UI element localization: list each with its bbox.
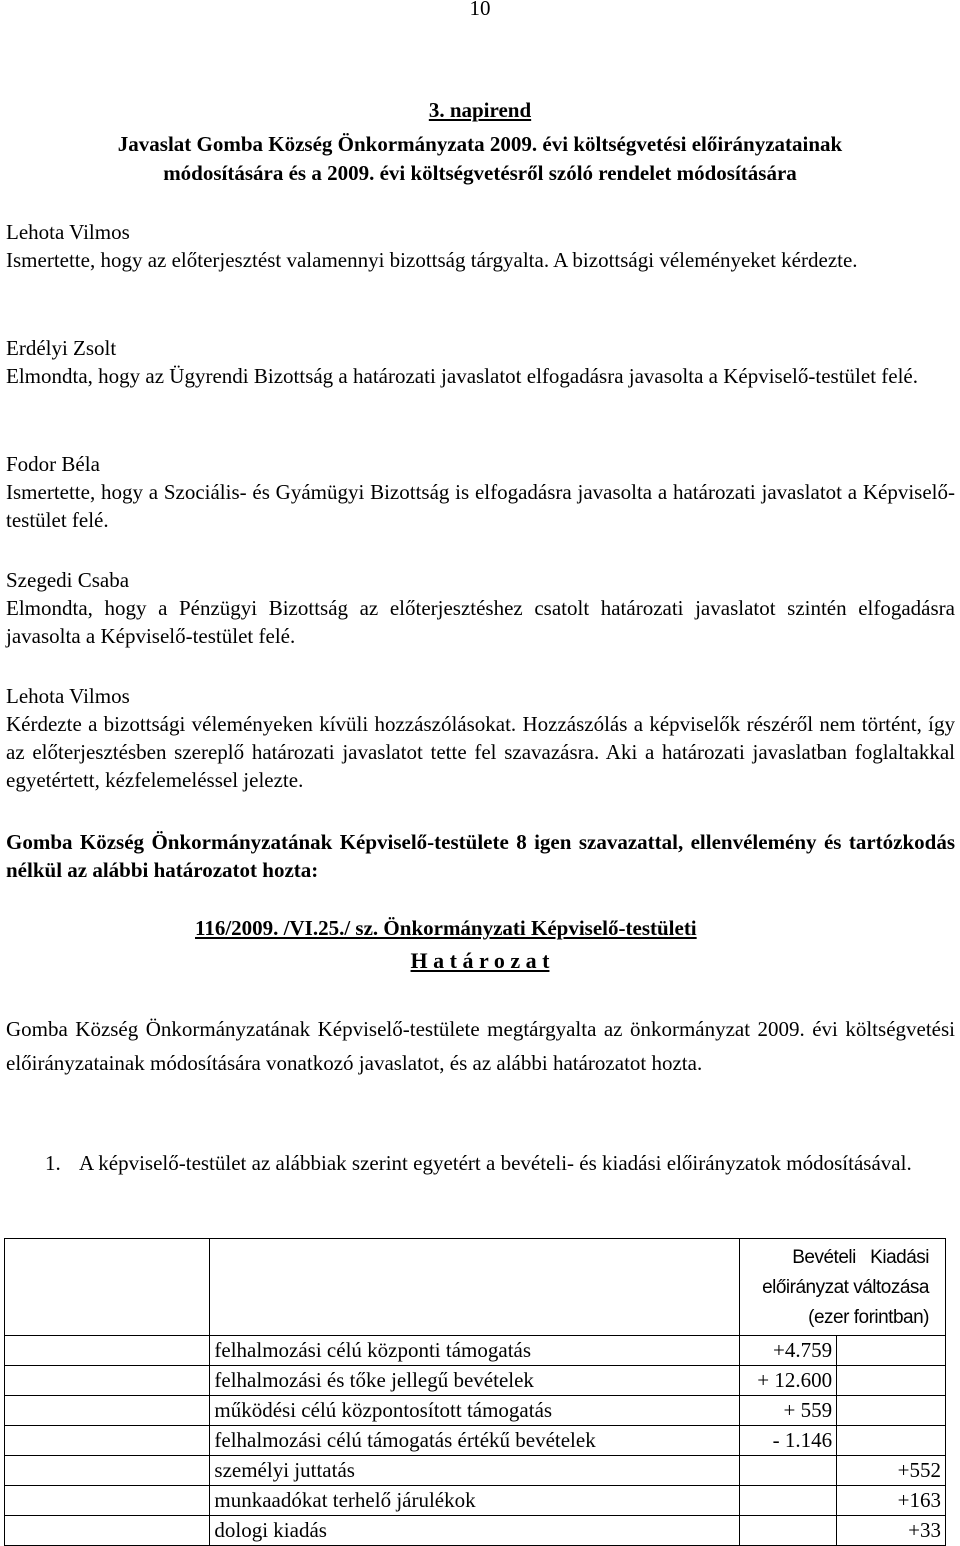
- income-value: - 1.146: [740, 1426, 837, 1456]
- row-label: dologi kiadás: [210, 1516, 740, 1546]
- speaker-name: Erdélyi Zsolt: [6, 336, 117, 360]
- expense-value: +552: [837, 1456, 946, 1486]
- header-line-1: Bevételi Kiadási: [792, 1247, 929, 1268]
- speaker-name: Szegedi Csaba: [6, 568, 130, 592]
- income-value: [740, 1456, 837, 1486]
- speaker-statement: Ismertette, hogy a Szociális- és Gyámügyi Bizottság is elfogadásra javasolta a határozati javaslatot a Képviselő-testület felé.: [6, 480, 955, 532]
- row-label: működési célú központosított támogatás: [210, 1396, 740, 1426]
- minutes-entry: [6, 566, 955, 650]
- page-number: 10: [469, 0, 491, 20]
- budget-table: [4, 1238, 946, 1546]
- header-line-2: előirányzat változása: [762, 1277, 929, 1298]
- row-label: munkaadókat terhelő járulékok: [210, 1486, 740, 1516]
- resolution-number: 116/2009. /VI.25./ sz. Önkormányzati Képviselő-testületi: [195, 916, 697, 940]
- table-row: [5, 1426, 946, 1456]
- table-row: [5, 1486, 946, 1516]
- expense-value: +33: [837, 1516, 946, 1546]
- income-value: +4.759: [740, 1336, 837, 1366]
- income-value: + 12.600: [740, 1366, 837, 1396]
- item-text: A képviselő-testület az alábbiak szerint egyetért a bevételi- és kiadási előirányzatok módosításával.: [79, 1151, 912, 1175]
- agenda-title-line-2: módosítására és a 2009. évi költségvetésről szóló rendelet módosítására: [163, 161, 797, 185]
- income-value: + 559: [740, 1396, 837, 1426]
- expense-value: [837, 1426, 946, 1456]
- speaker-statement: Ismertette, hogy az előterjesztést valamennyi bizottság tárgyalta. A bizottsági véleményeket kérdezte.: [6, 248, 858, 272]
- table-row: [5, 1366, 946, 1396]
- resolution-heading: H a t á r o z a t: [410, 948, 550, 973]
- speaker-statement: Elmondta, hogy az Ügyrendi Bizottság a határozati javaslatot elfogadásra javasolta a Képviselő-testület felé.: [6, 364, 919, 388]
- expense-value: [837, 1366, 946, 1396]
- resolution-intro: Gomba Község Önkormányzatának Képviselő-testülete megtárgyalta az önkormányzat 2009. évi költségvetési előirányzatainak módosítására vonatkozó javaslatot, és az alábbi határozatot hozta.: [6, 1017, 955, 1075]
- header-line-3: (ezer forintban): [808, 1307, 929, 1328]
- income-value: [740, 1516, 837, 1546]
- agenda-title-line-1: Javaslat Gomba Község Önkormányzata 2009. évi költségvetési előirányzatainak: [117, 132, 843, 156]
- speaker-statement: Elmondta, hogy a Pénzügyi Bizottság az előterjesztéshez csatolt határozati javaslatot szintén elfogadásra javasolta a Képviselő-testület felé.: [6, 596, 955, 648]
- expense-value: +163: [837, 1486, 946, 1516]
- row-label: felhalmozási célú központi támogatás: [210, 1336, 740, 1366]
- minutes-entry: [6, 450, 955, 534]
- table-row: [5, 1336, 946, 1366]
- row-label: személyi juttatás: [210, 1456, 740, 1486]
- table-row: [5, 1396, 946, 1426]
- speaker-name: Lehota Vilmos: [6, 684, 130, 708]
- resolution-item: [45, 1148, 955, 1178]
- minutes-entry: [6, 218, 955, 274]
- row-label: felhalmozási és tőke jellegű bevételek: [210, 1366, 740, 1396]
- table-header-row: [5, 1239, 946, 1336]
- speaker-name: Fodor Béla: [6, 452, 100, 476]
- table-row: [5, 1456, 946, 1486]
- row-label: felhalmozási célú támogatás értékű bevételek: [210, 1426, 740, 1456]
- minutes-entry: [6, 334, 955, 390]
- speaker-statement: Kérdezte a bizottsági véleményeken kívüli hozzászólásokat. Hozzászólás a képviselők részéről nem történt, így az előterjesztésben szereplő határozati javaslatot tette fel szavazásra. Aki a határozati javaslatban foglaltakkal egyetértett, kézfelemeléssel jelezte.: [6, 712, 955, 792]
- speaker-name: Lehota Vilmos: [6, 220, 130, 244]
- income-value: [740, 1486, 837, 1516]
- table-row: [5, 1516, 946, 1546]
- item-number: 1.: [45, 1151, 61, 1175]
- agenda-item-heading: 3. napirend: [428, 98, 532, 122]
- table-header-cell: [740, 1239, 946, 1336]
- expense-value: [837, 1336, 946, 1366]
- expense-value: [837, 1396, 946, 1426]
- minutes-entry: [6, 682, 955, 794]
- vote-result: Gomba Község Önkormányzatának Képviselő-testülete 8 igen szavazattal, ellenvélemény és tartózkodás nélkül az alábbi határozatot hozta:: [6, 830, 955, 882]
